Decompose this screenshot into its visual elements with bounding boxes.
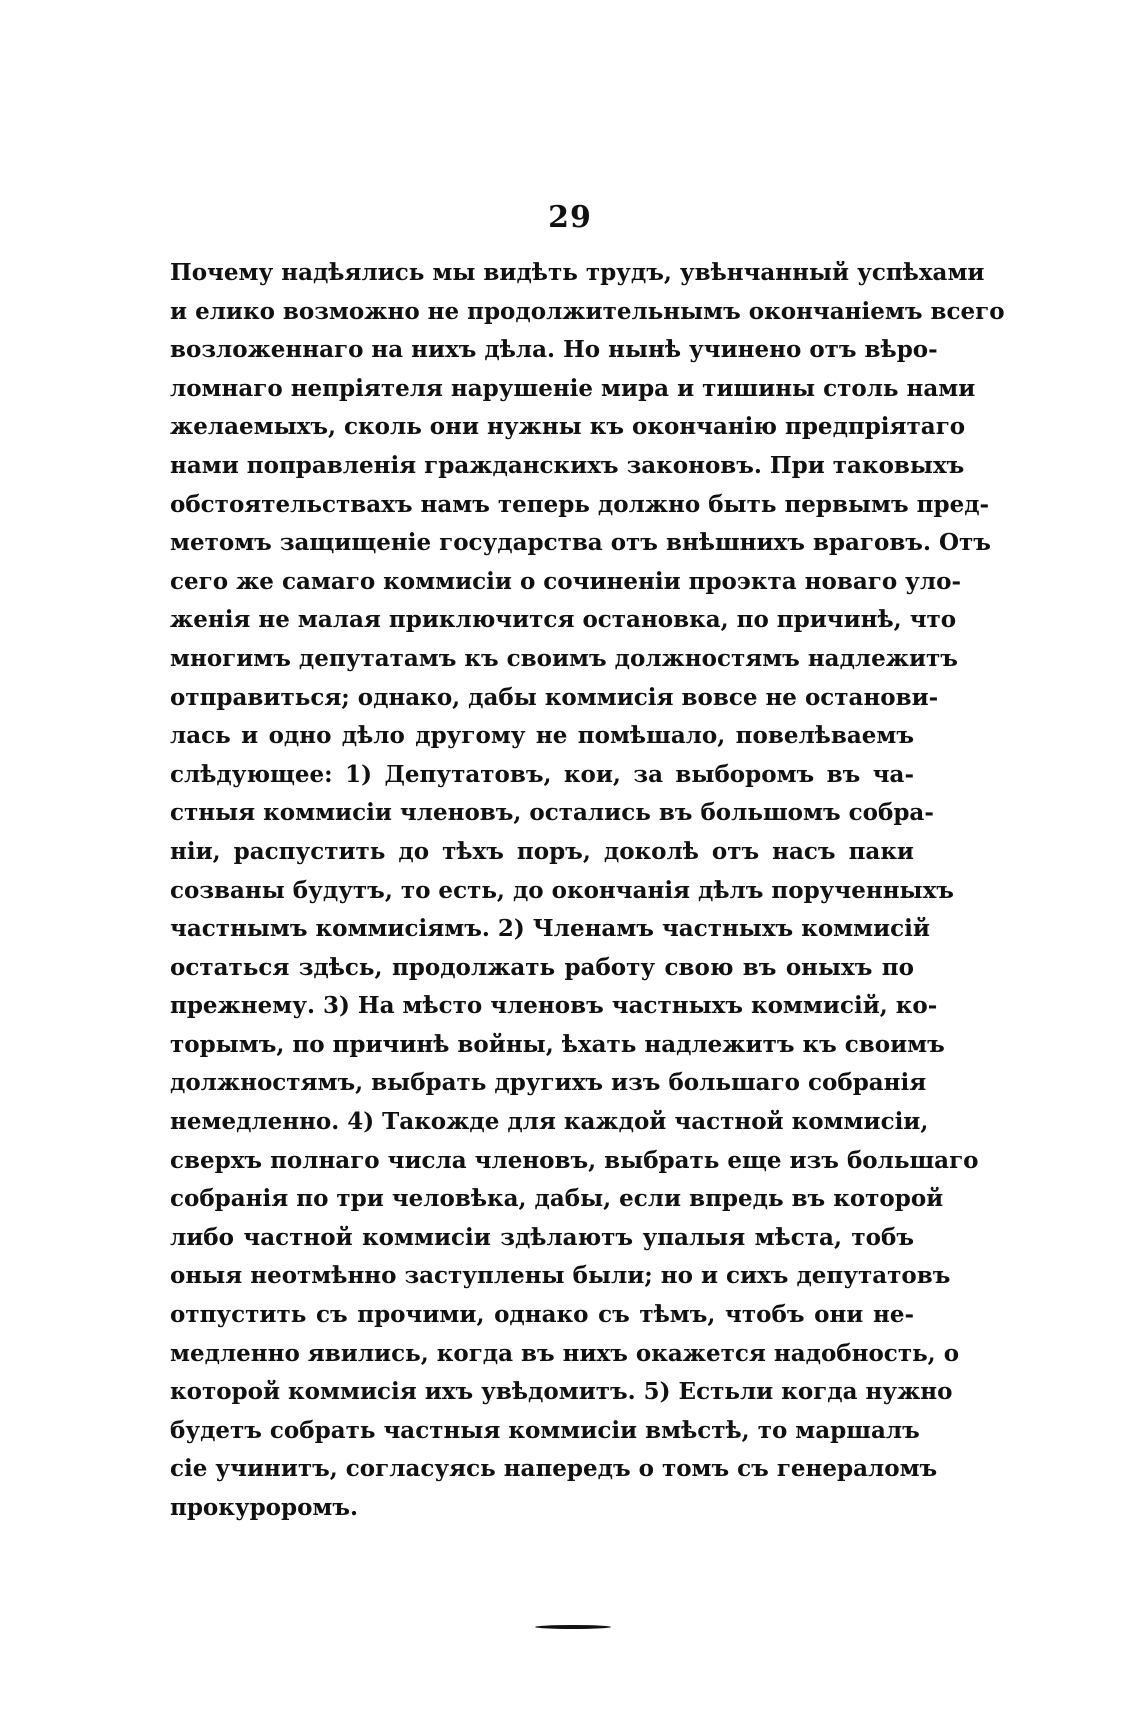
text-line: и елико возможно не продолжительнымъ окончаніемъ всего — [170, 297, 1005, 325]
text-line: прокуроромъ. — [170, 1494, 359, 1521]
text-line: немедленно. 4) Такожде для каждой частной коммисіи, — [170, 1108, 929, 1136]
page-number: 29 — [548, 200, 592, 235]
text-line: ломнаго непріятеля нарушеніе мира и тишины столь нами — [170, 374, 976, 402]
text-line: должностямъ, выбрать другихъ изъ большаго собранія — [170, 1069, 927, 1097]
text-line: будетъ собрать частныя коммисіи вмѣстѣ, то маршалъ — [170, 1416, 920, 1444]
text-line: которой коммисія ихъ увѣдомитъ. 5) Естьли когда нужно — [170, 1378, 953, 1406]
text-line: нами поправленія гражданскихъ законовъ. При таковыхъ — [170, 451, 965, 479]
body-text — [170, 254, 1005, 1528]
text-line: стныя коммисіи членовъ, остались въ большомъ собра- — [170, 799, 934, 827]
text-line: оныя неотмѣнно заступлены были; но и сихъ депутатовъ — [170, 1262, 951, 1290]
end-ornament-rule — [535, 1625, 611, 1629]
text-line: созваны будутъ, то есть, до окончанія дѣлъ порученныхъ — [170, 876, 954, 904]
text-line: торымъ, по причинѣ войны, ѣхать надлежитъ къ своимъ — [170, 1030, 945, 1058]
text-line: отправиться; однако, дабы коммисія вовсе не останови- — [170, 683, 939, 711]
text-line: либо частной коммисіи здѣлаютъ упалыя мѣста, тобъ — [170, 1223, 914, 1251]
text-line: остаться здѣсь, продолжать работу свою въ оныхъ по — [170, 953, 914, 981]
text-line: метомъ защищеніе государства отъ внѣшнихъ враговъ. Отъ — [170, 529, 991, 557]
text-line: желаемыхъ, сколь они нужны къ окончанію предпріятаго — [170, 413, 966, 441]
text-line: частнымъ коммисіямъ. 2) Членамъ частныхъ коммисій — [170, 915, 930, 943]
text-line: сіе учинитъ, согласуясь напередъ о томъ съ генераломъ — [170, 1455, 938, 1483]
text-line: медленно явились, когда въ нихъ окажется надобность, о — [170, 1339, 960, 1367]
text-line: многимъ депутатамъ къ своимъ должностямъ надлежитъ — [170, 644, 958, 672]
text-line: сверхъ полнаго числа членовъ, выбрать еще изъ большаго — [170, 1146, 979, 1174]
text-line: сего же самаго коммисіи о сочиненіи проэкта новаго уло- — [170, 567, 962, 595]
text-line: возложеннаго на нихъ дѣла. Но нынѣ учинено отъ вѣро- — [170, 336, 938, 364]
text-line: лась и одно дѣло другому не помѣшало, повелѣваемъ — [170, 722, 914, 750]
text-line: ніи, распустить до тѣхъ поръ, доколѣ отъ насъ паки — [170, 837, 914, 865]
text-line: женія не малая приключится остановка, по причинѣ, что — [170, 606, 957, 634]
text-line: собранія по три человѣка, дабы, если впредь въ которой — [170, 1185, 944, 1213]
text-line: отпустить съ прочими, однако съ тѣмъ, чтобъ они не- — [170, 1301, 914, 1329]
text-line: обстоятельствахъ намъ теперь должно быть первымъ пред- — [170, 490, 990, 518]
text-line: прежнему. 3) На мѣсто членовъ частныхъ коммисій, ко- — [170, 992, 938, 1020]
text-line: Почему надѣялись мы видѣть трудъ, увѣнчанный успѣхами — [170, 259, 985, 286]
text-line: слѣдующее: 1) Депутатовъ, кои, за выборомъ въ ча- — [170, 760, 914, 788]
